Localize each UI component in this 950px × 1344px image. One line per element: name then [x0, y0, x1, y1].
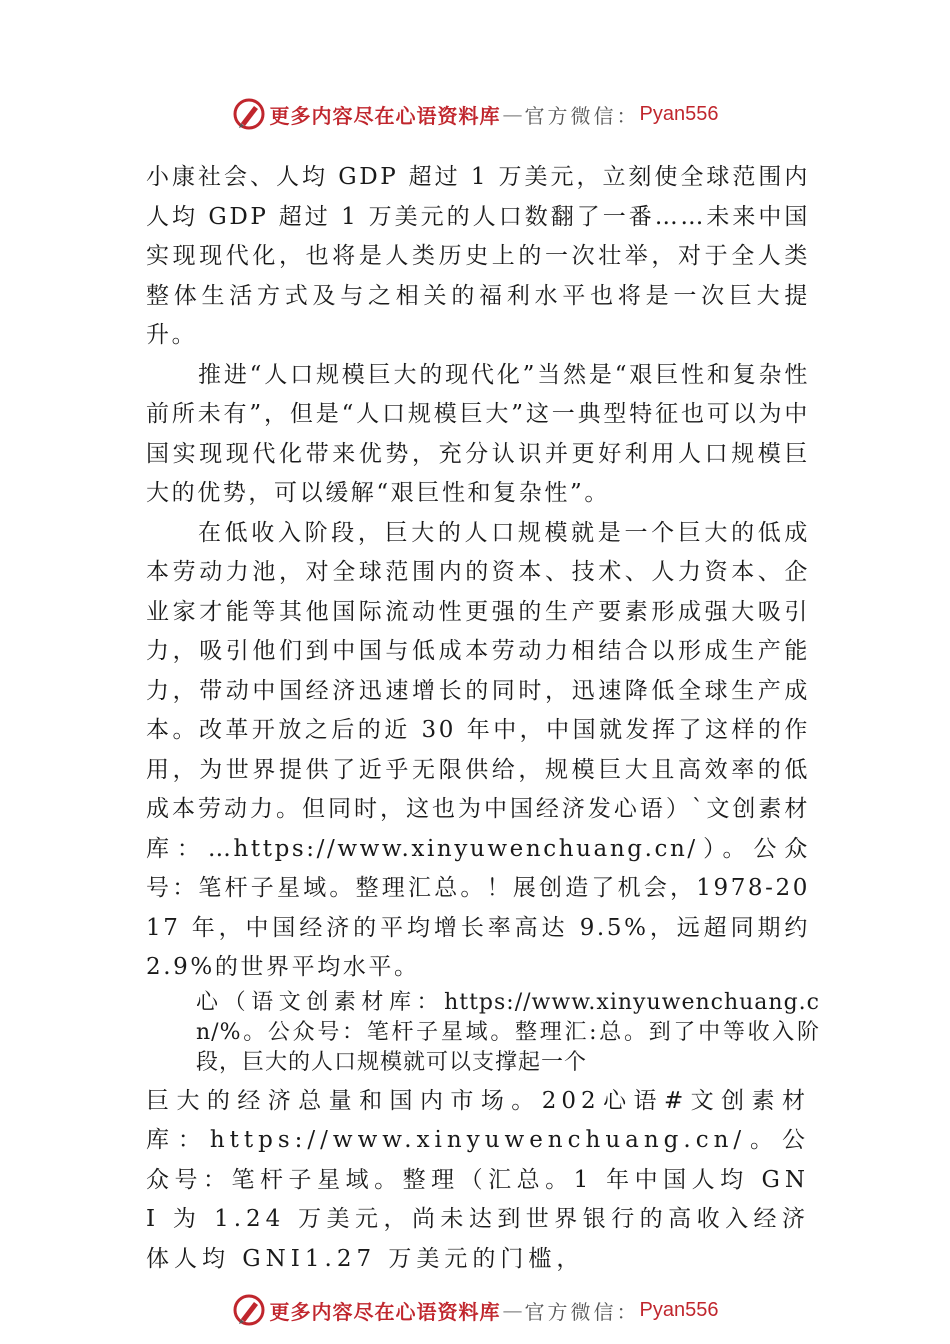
banner-official-label: 官方微信： — [524, 1299, 640, 1324]
banner-official-label: 官方微信： — [524, 103, 640, 128]
banner-wechat-id: Pyan556 — [639, 1298, 719, 1321]
banner-wechat-id: Pyan556 — [639, 102, 719, 125]
pen-logo-icon — [232, 97, 266, 131]
paragraph: 在低收入阶段，巨大的人口规模就是一个巨大的低成本劳动力池，对全球范围内的资本、技术、人力资本、企业家才能等其他国际流动性更强的生产要素形成强大吸引力，吸引他们到中国与低成本劳动力相结合以形成生产能力，带动中国经济迅速增长的同时，迅速降低全球生产成本。改革开放之后的近 30 年中，中国就发挥了这样的作用，为世界提供了近乎无限供给，规模巨大且高效率的低成本劳动力。但同时，这也为中国经济发心语）`文创素材库：…https://www.xinyuwenchuang.cn/）。公众号：笔杆子星域。整理汇总。！展创造了机会，1978-2017 年，中国经济的平均增长率高达 9.5%，远超同期约 2.9%的世界平均水平。 — [146, 519, 810, 980]
banner-separator: — — [502, 1298, 523, 1322]
banner-site-text: 更多内容尽在心语资料库 — [269, 103, 501, 128]
paragraph: 推进“人口规模巨大的现代化”当然是“艰巨性和复杂性前所未有”，但是“人口规模巨大”这一典型特征也可以为中国实现现代化带来优势，充分认识并更好利用人口规模巨大的优势，可以缓解“艰巨性和复杂性”。 — [146, 361, 810, 506]
footer-banner — [0, 1290, 950, 1330]
paragraph: 小康社会、人均 GDP 超过 1 万美元，立刻使全球范围内人均 GDP 超过 1 万美元的人口数翻了一番……未来中国实现现代化，也将是人类历史上的一次壮举，对于全人类整体生活方式及与之相关的福利水平也将是一次巨大提升。 — [146, 164, 810, 348]
header-banner — [0, 94, 950, 134]
watermark-paragraph: 心（语文创素材库：https://www.xinyuwenchuang.cn/%。公众号：笔杆子星域。整理汇:总。到了中等收入阶段，巨大的人口规模就可以支撑起一个 — [196, 989, 820, 1075]
document-body — [146, 158, 820, 1279]
pen-logo-icon — [232, 1293, 266, 1327]
paragraph: 巨大的经济总量和国内市场。202心语#文创素材库：https://www.xinyuwenchuang.cn/。公众号：笔杆子星域。整理（汇总。1 年中国人均 GNI 为 1.24 万美元，尚未达到世界银行的高收入经济体人均 GNI1.27 万美元的门槛， — [146, 1087, 810, 1272]
banner-separator: — — [502, 102, 523, 126]
banner-site-text: 更多内容尽在心语资料库 — [269, 1299, 501, 1324]
